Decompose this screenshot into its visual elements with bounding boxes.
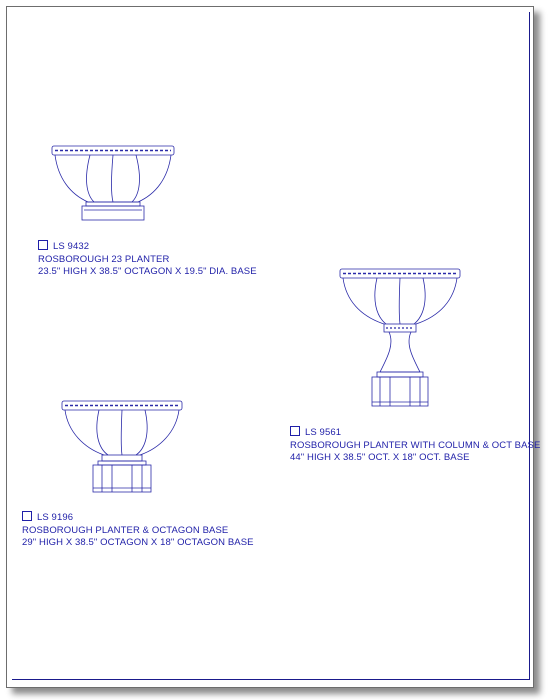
- select-ls9561-checkbox[interactable]: [290, 426, 300, 436]
- product-name: ROSBOROUGH PLANTER WITH COLUMN & OCT BASE: [290, 439, 541, 451]
- product-dimensions: 44" HIGH X 38.5" OCT. X 18" OCT. BASE: [290, 452, 470, 463]
- planter-ls9561-drawing: [340, 269, 460, 406]
- planter-ls9196-drawing: [62, 401, 182, 492]
- product-code: LS 9196: [37, 512, 74, 523]
- select-ls9432-checkbox[interactable]: [38, 240, 48, 250]
- product-dimensions: 29" HIGH X 38.5" OCTAGON X 18" OCTAGON BASE: [22, 537, 254, 548]
- product-label-ls9561: [290, 426, 540, 465]
- product-name: ROSBOROUGH 23 PLANTER: [38, 253, 170, 265]
- product-code: LS 9561: [305, 427, 342, 438]
- planter-ls9432-drawing: [52, 146, 174, 220]
- select-ls9196-checkbox[interactable]: [22, 511, 32, 521]
- product-label-ls9432: [38, 240, 257, 279]
- product-code: LS 9432: [53, 241, 90, 252]
- product-label-ls9196: [22, 511, 254, 550]
- product-dimensions: 23.5" HIGH X 38.5" OCTAGON X 19.5" DIA. BASE: [38, 266, 257, 277]
- product-name: ROSBOROUGH PLANTER & OCTAGON BASE: [22, 524, 229, 536]
